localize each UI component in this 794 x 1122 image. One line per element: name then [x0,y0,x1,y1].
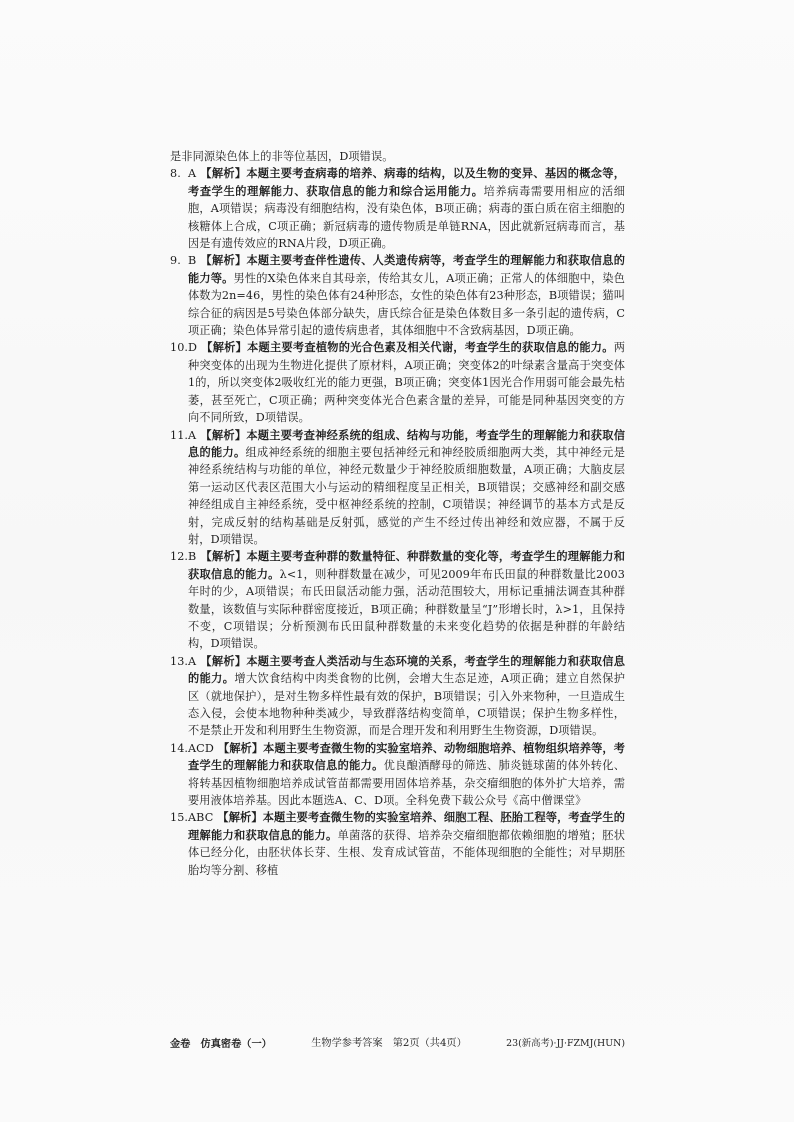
item-lead: 本题主要考查伴性遗传、人类遗传病等，考查学生的理解能力和获取信息的能力等。 [188,253,625,285]
item-number: 14. [170,741,189,755]
answer-item-15 [170,809,625,879]
analysis-tag: 【解析】 [200,253,247,268]
item-body: λ<1，则种群数量在减少，可见2009年布氏田鼠的种群数量比2003年时的少，A项错误；布氏田鼠活动能力强，活动范围较大，用标记重捕法调查其种群数量，该数值与实际种群密度接近，B项正确；种群数量呈“J”形增长时，λ>1，且保持不变，C项错误；分析预测布氏田鼠种群数量的未来变化趋势的依据是种群的年龄结构，D项错误。 [188,567,625,651]
item-number: 9. [170,254,181,268]
item-number: 12. [170,550,189,564]
answer-item-9 [170,252,625,339]
answer-item-14 [170,740,625,810]
item-answer: A [188,167,197,181]
item-answer: ABC [188,811,214,825]
analysis-tag: 【解析】 [200,427,247,442]
item-answer: ACD [188,741,214,755]
item-number: 11. [170,428,189,442]
item-body: 培养病毒需要用相应的活细胞，A项错误；病毒没有细胞结构，没有染色体，B项正确；病毒的蛋白质在宿主细胞的核糖体上合成，C项正确；新冠病毒的遗传物质是单链RNA，因此就新冠病毒而言，基因是有遗传效应的RNA片段，D项正确。 [188,184,625,251]
item-lead: 本题主要考查病毒的培养、病毒的结构，以及生物的变异、基因的概念等，考查学生的理解能力、获取信息的能力和综合运用能力。 [188,166,625,198]
item-lead: 本题主要考查微生物的实验室培养、细胞工程、胚胎工程等，考查学生的理解能力和获取信息的能力。 [188,810,625,842]
analysis-tag: 【解析】 [217,810,263,825]
item-number: 15. [170,811,189,825]
analysis-tag: 【解析】 [200,549,247,564]
item-answer: B [188,254,197,268]
item-lead: 本题主要考查人类活动与生态环境的关系，考查学生的理解能力和获取信息的能力。 [188,653,625,686]
footer-code: 23(新高考)·JJ·FZMJ(HUN) [506,1038,625,1049]
answer-item-13 [170,653,625,740]
item-lead: 本题主要考查植物的光合色素及相关代谢，考查学生的获取信息的能力。 [247,340,614,355]
item-body: 组成神经系统的细胞主要包括神经元和神经胶质细胞两大类，其中神经元是神经系统结构与功能的单位，神经元数量少于神经胶质细胞数量，A项正确；大脑皮层第一运动区代表区范围大小与运动的精细程度呈正相关，B项错误；交感神经和副交感神经组成自主神经系统，受中枢神经系统的控制，C项错误；神经调节的基本方式是反射，完成反射的结构基础是反射弧，感觉的产生不经过传出神经和效应器，不属于反射，D项错误。 [188,445,625,546]
item-answer: B [188,550,197,564]
item-number: 10. [170,341,189,355]
item-body: 两种突变体的出现为生物进化提供了原材料，A项正确；突变体2的叶绿素含量高于突变体1的，所以突变体2吸收红光的能力更强，B项正确；突变体1因光合作用弱可能会最先枯萎，甚至死亡，C项正确；两种突变体光合色素含量的差异，可能是同种基因突变的方向不同所致，D项错误。 [188,341,625,425]
item-body: 增大饮食结构中肉类食物的比例，会增大生态足迹，A项正确；建立自然保护区（就地保护），是对生物多样性最有效的保护，B项错误；引入外来物种，一旦造成生态入侵，会使本地物种种类减少，导致群落结构变简单，C项错误；保护生物多样性，不是禁止开发和利用野生生物资源，而是合理开发和利用野生生物资源，D项错误。 [188,672,625,738]
analysis-tag: 【解析】 [200,653,247,668]
analysis-tag: 【解析】 [201,340,248,355]
continuation-text: 是非同源染色体上的非等位基因，D项错误。 [170,150,394,163]
answer-item-8 [170,165,625,252]
footer-series-label: 金卷 仿真密卷（一） [170,1038,272,1050]
answer-item-10 [170,339,625,426]
footer-page-label: 生物学参考答案 第2页（共4页） [311,1038,467,1049]
answer-item-11 [170,427,625,549]
item-lead: 本题主要考查种群的数量特征、种群数量的变化等，考查学生的理解能力和获取信息的能力。 [188,549,625,581]
item-lead: 本题主要考查微生物的实验室培养、动物细胞培养、植物组织培养等，考查学生的理解能力和获取信息的能力。 [188,740,625,773]
item-answer: A [188,654,197,668]
page-footer [170,1037,625,1051]
item-answer: D [188,341,198,355]
item-number: 13. [170,654,189,668]
analysis-tag: 【解析】 [200,166,247,181]
answer-content [170,148,625,879]
answer-item-12 [170,548,625,652]
item-answer: A [188,428,197,442]
item-body: 单菌落的获得、培养杂交瘤细胞都依赖细胞的增殖；胚状体已经分化，由胚状体长芽、生根、发育成试管苗，不能体现细胞的全能性；对早期胚胎均等分割、移植 [188,828,625,877]
analysis-tag: 【解析】 [217,740,264,755]
item-number: 8. [170,167,181,181]
item-lead: 本题主要考查神经系统的组成、结构与功能，考查学生的理解能力和获取信息的能力。 [188,427,625,459]
item-body: 优良酿酒酵母的筛选、肺炎链球菌的体外转化、将转基因植物细胞培养成试管苗都需要用固体培养基，杂交瘤细胞的体外扩大培养，需要用液体培养基。因此本题选A、C、D项。全科免费下载公众号《高中僧课堂》 [188,759,625,808]
item-body: 男性的X染色体来自其母亲，传给其女儿，A项正确；正常人的体细胞中，染色体数为2n=46，男性的染色体有24种形态，女性的染色体有23种形态，B项错误；猫叫综合征的病因是5号染色体部分缺失，唐氏综合征是染色体数目多一条引起的遗传病，C项正确；染色体异常引起的遗传病患者，其体细胞中不含致病基因，D项正确。 [188,271,625,338]
